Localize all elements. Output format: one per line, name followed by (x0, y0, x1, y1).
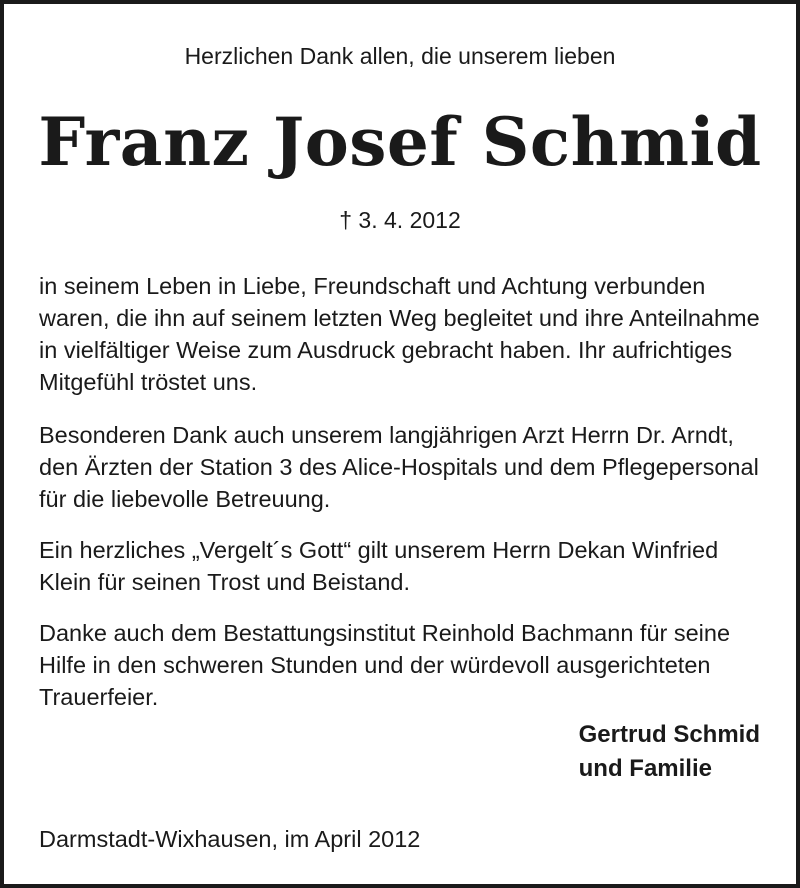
paragraph-dean: Ein herzliches „Vergelt´s Gott“ gilt unserem Herrn Dekan Winfried Klein für seinen Trost und Beistand. (39, 537, 719, 595)
signature-family: und Familie (578, 755, 712, 782)
paragraph-funeral-home: Danke auch dem Bestattungsinstitut Reinhold Bachmann für seine Hilfe in den schweren Stunden und der würdevoll ausgerichteten Trauerfeier. (39, 620, 731, 710)
place-and-date: Darmstadt-Wixhausen, im April 2012 (39, 826, 421, 852)
paragraph-doctors: Besonderen Dank auch unserem langjährigen Arzt Herrn Dr. Arndt, den Ärzten der Station 3 des Alice-Hospitals und dem Pflegepersonal für die liebevolle Betreuung. (39, 422, 759, 512)
death-date: † 3. 4. 2012 (339, 207, 461, 233)
signature-name: Gertrud Schmid (578, 721, 760, 748)
paragraph-thanks: in seinem Leben in Liebe, Freundschaft und Achtung verbunden waren, die ihn auf seinem letzten Weg begleitet und ihre Anteilnahme in vielfältiger Weise zum Ausdruck gebracht haben. Ihr aufrichtiges Mitgefühl tröstet uns. (39, 273, 760, 395)
deceased-name: Franz Josef Schmid (38, 103, 762, 181)
intro-line: Herzlichen Dank allen, die unserem lieben (184, 43, 616, 69)
signature (579, 718, 760, 786)
